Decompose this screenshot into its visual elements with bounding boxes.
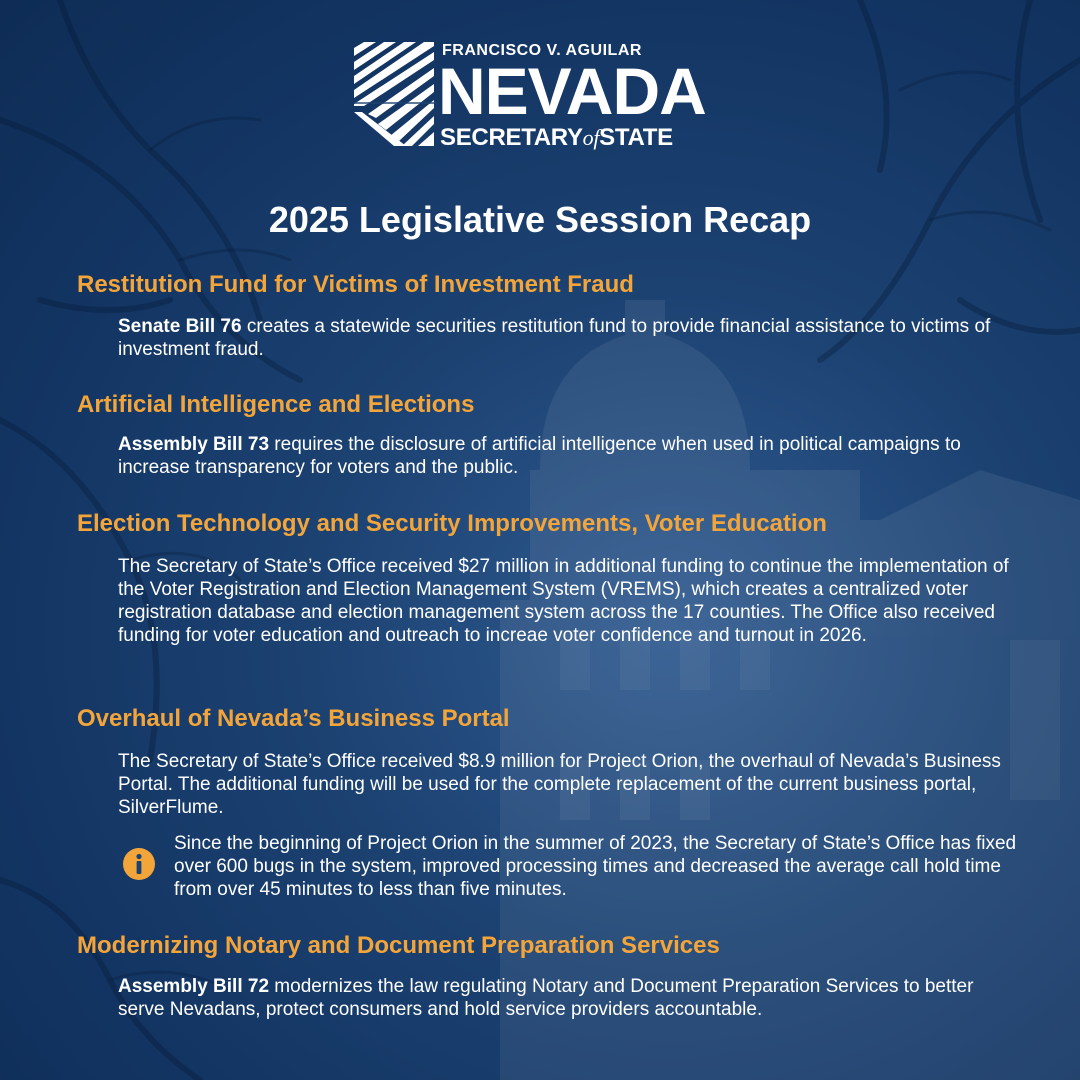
section-heading-business-portal: Overhaul of Nevada’s Business Portal [77, 705, 510, 732]
info-note-project-orion: Since the beginning of Project Orion in the summer of 2023, the Secretary of State’s Office has fixed over 600 bugs in the system, improved processing times and decreased the average call hold time from over 45 minutes to less than five minutes. [174, 833, 1017, 900]
bill-name: Senate Bill 76 [118, 316, 242, 337]
bill-name: Assembly Bill 72 [118, 976, 270, 997]
section-body-notary-services [118, 975, 1018, 1021]
section-heading-ai-elections: Artificial Intelligence and Elections [77, 391, 475, 418]
office-name-part1: SECRETARY [440, 124, 583, 151]
section-text: requires the disclosure of artificial intelligence when used in political campaigns to increase transparency for voters and the public. [118, 434, 961, 478]
page-title: 2025 Legislative Session Recap [268, 199, 812, 240]
section-heading-notary-services: Modernizing Notary and Document Preparation Services [77, 932, 720, 959]
official-name: FRANCISCO V. AGUILAR [442, 42, 642, 59]
section-body-business-portal: The Secretary of State’s Office received $8.9 million for Project Orion, the overhaul of Nevada’s Business Portal. The additional funding will be used for the complete replacement of the current business portal, SilverFlume. [118, 751, 1001, 818]
section-heading-restitution-fund: Restitution Fund for Victims of Investment Fraud [77, 271, 634, 298]
office-name-part2: STATE [599, 124, 673, 151]
section-heading-election-technology: Election Technology and Security Improvements, Voter Education [77, 510, 827, 537]
section-body-ai-elections [118, 433, 1018, 479]
bill-name: Assembly Bill 73 [118, 434, 270, 455]
state-name: NEVADA [438, 54, 706, 128]
nevada-logo-mark [354, 42, 436, 146]
section-body-restitution-fund [118, 315, 1018, 361]
office-name-of: of [582, 125, 600, 150]
section-text: modernizes the law regulating Notary and Document Preparation Services to better serve Nevadans, protect consumers and hold service providers accountable. [118, 976, 974, 1020]
section-body-election-technology: The Secretary of State’s Office received $27 million in additional funding to continue the implementation of the Voter Registration and Election Management System (VREMS), which creates a centralized voter registration database and election management system across the 17 counties. The Office also received funding for voter education and outreach to increae voter confidence and turnout in 2026. [118, 556, 1009, 646]
office-name [440, 124, 673, 152]
info-icon [122, 847, 156, 881]
section-text: creates a statewide securities restitution fund to provide financial assistance to victims of investment fraud. [118, 316, 991, 360]
nevada-sos-logo [354, 42, 744, 154]
